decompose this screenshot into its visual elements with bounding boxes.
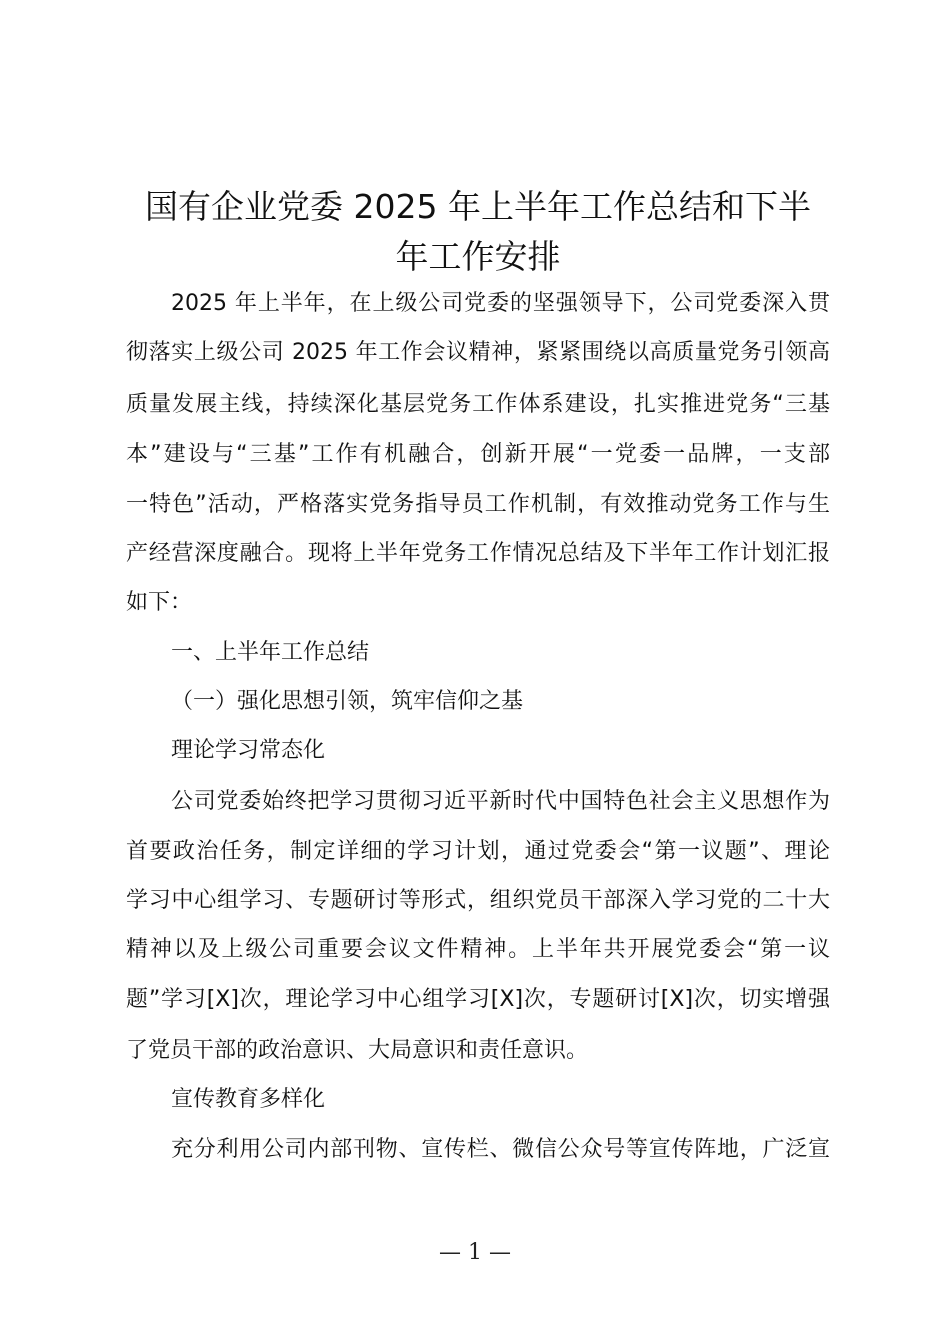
subsection-heading: （一）强化思想引领，筑牢信仰之基 [171, 689, 524, 714]
page-number: — 1 — [439, 1240, 511, 1265]
body-text-line: 精神以及上级公司重要会议文件精神。上半年共开展党委会“第一议 [126, 937, 830, 962]
body-text-line: 质量发展主线，持续深化基层党务工作体系建设，扎实推进党务“三基 [126, 392, 830, 417]
document-title-line-1: 国有企业党委 2025 年上半年工作总结和下半 [145, 187, 811, 226]
body-text-line: 一特色”活动，严格落实党务指导员工作机制，有效推动党务工作与生 [126, 492, 830, 517]
body-text-line: 本”建设与“三基”工作有机融合，创新开展“一党委一品牌，一支部 [126, 442, 830, 467]
body-text-line: 产经营深度融合。现将上半年党务工作情况总结及下半年工作计划汇报 [126, 541, 830, 566]
body-text-line: 公司党委始终把学习贯彻习近平新时代中国特色社会主义思想作为 [171, 789, 830, 814]
body-text-line: 如下： [126, 590, 193, 615]
body-text-line: 2025 年上半年，在上级公司党委的坚强领导下，公司党委深入贯 [171, 291, 830, 316]
section-heading: 一、上半年工作总结 [171, 640, 370, 665]
body-text-line: 充分利用公司内部刊物、宣传栏、微信公众号等宣传阵地，广泛宣 [171, 1137, 830, 1162]
topic-heading: 宣传教育多样化 [171, 1087, 326, 1112]
body-text-line: 首要政治任务，制定详细的学习计划，通过党委会“第一议题”、理论 [126, 839, 830, 864]
body-text-line: 题”学习[X]次，理论学习中心组学习[X]次，专题研讨[X]次，切实增强 [126, 987, 830, 1012]
document-title-line-2: 年工作安排 [395, 237, 561, 276]
body-text-line: 了党员干部的政治意识、大局意识和责任意识。 [126, 1038, 589, 1063]
body-text-line: 学习中心组学习、专题研讨等形式，组织党员干部深入学习党的二十大 [126, 888, 830, 913]
body-text-line: 彻落实上级公司 2025 年工作会议精神，紧紧围绕以高质量党务引领高 [126, 340, 830, 365]
topic-heading: 理论学习常态化 [171, 738, 326, 763]
